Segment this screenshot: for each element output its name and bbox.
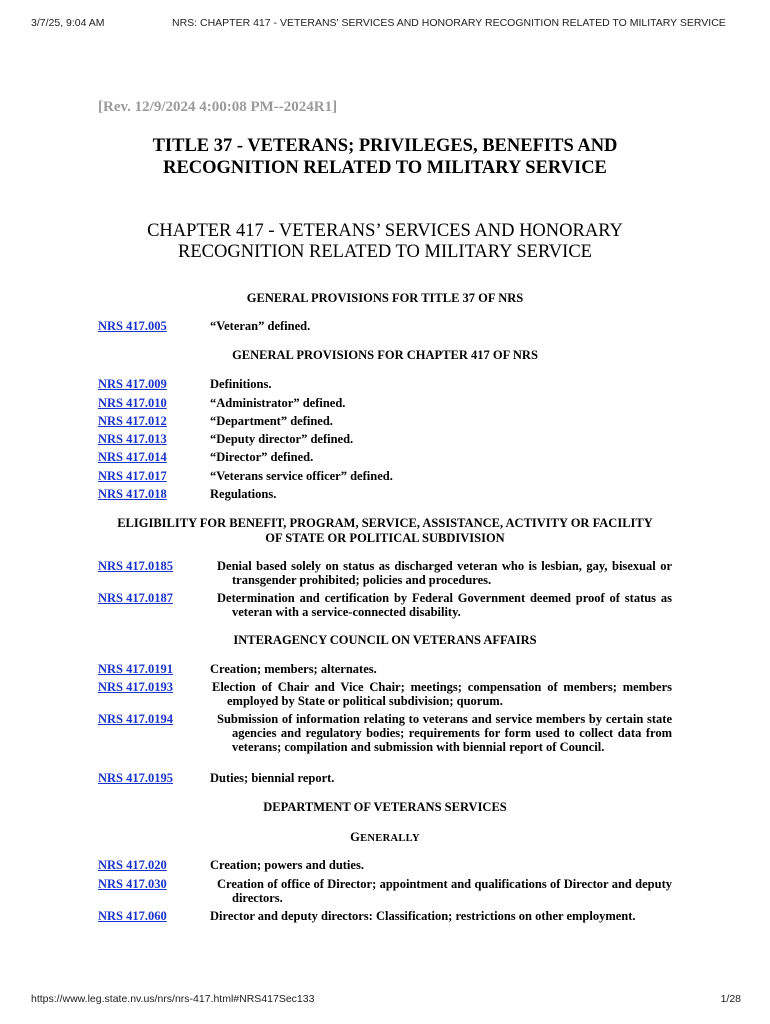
- toc-entry: [98, 432, 672, 446]
- section-description: Creation; members; alternates.: [210, 662, 377, 676]
- section-description: “Administrator” defined.: [210, 396, 346, 410]
- section-link[interactable]: NRS 417.005: [98, 319, 167, 333]
- section-link[interactable]: NRS 417.0185: [98, 559, 174, 573]
- toc-entry: [98, 858, 672, 872]
- section-description: Creation; powers and duties.: [210, 858, 364, 872]
- subheading-rest: ENERALLY: [360, 833, 420, 844]
- toc-entry: [98, 591, 672, 619]
- section-description: “Director” defined.: [210, 450, 314, 464]
- section-description: Regulations.: [210, 487, 277, 501]
- toc-entry: [98, 377, 672, 391]
- print-url: https://www.leg.state.nv.us/nrs/nrs-417.html#NRS417Sec133: [31, 993, 315, 1005]
- section-description: “Deputy director” defined.: [210, 432, 354, 446]
- section-description: Submission of information relating to veterans and service members by certain state agencies and regulatory bodies; requirements for form used to collect data from veterans; compilation and submission with biennial report of Council.: [217, 712, 672, 754]
- revision-note: [Rev. 12/9/2024 4:00:08 PM--2024R1]: [98, 99, 338, 115]
- section-link[interactable]: NRS 417.0191: [98, 662, 174, 676]
- section-link[interactable]: NRS 417.060: [98, 909, 167, 923]
- section-heading-interagency-council: INTERAGENCY COUNCIL ON VETERANS AFFAIRS: [233, 633, 537, 647]
- section-description: Director and deputy directors: Classification; restrictions on other employment.: [210, 909, 636, 923]
- print-date: 3/7/25, 9:04 AM: [31, 17, 105, 29]
- section-description: “Veteran” defined.: [210, 319, 311, 333]
- section-description: Election of Chair and Vice Chair; meetings; compensation of members; members employed by State or political subdivision; quorum.: [212, 680, 672, 708]
- toc-entry: [98, 414, 672, 428]
- section-link[interactable]: NRS 417.009: [98, 377, 167, 391]
- page-number: 1/28: [720, 993, 741, 1005]
- section-heading-general-title: GENERAL PROVISIONS FOR TITLE 37 OF NRS: [246, 291, 524, 305]
- section-heading-department: DEPARTMENT OF VETERANS SERVICES: [263, 800, 507, 814]
- subheading-initial: G: [350, 830, 361, 844]
- section-description: “Veterans service officer” defined.: [210, 469, 393, 483]
- chapter-line-1: CHAPTER 417 - VETERANS’ SERVICES AND HONORARY: [147, 221, 623, 241]
- toc-entry: [98, 450, 672, 464]
- toc-entry: [98, 559, 672, 587]
- subheading-generally: [98, 830, 672, 846]
- section-link[interactable]: NRS 417.018: [98, 487, 167, 501]
- toc-entry: [98, 396, 672, 410]
- browser-footer: [0, 993, 770, 1009]
- section-link[interactable]: NRS 417.017: [98, 469, 167, 483]
- section-link[interactable]: NRS 417.0193: [98, 680, 174, 694]
- section-description: Definitions.: [210, 377, 272, 391]
- heading-line-2: OF STATE OR POLITICAL SUBDIVISION: [265, 531, 505, 545]
- section-heading-general-chapter: GENERAL PROVISIONS FOR CHAPTER 417 OF NRS: [232, 348, 538, 362]
- browser-header: [0, 17, 770, 33]
- title-line-2: RECOGNITION RELATED TO MILITARY SERVICE: [163, 158, 607, 178]
- section-link[interactable]: NRS 417.013: [98, 432, 167, 446]
- title-heading: [60, 135, 710, 179]
- chapter-heading: [60, 221, 710, 263]
- section-link[interactable]: NRS 417.014: [98, 450, 167, 464]
- toc-entry: [98, 487, 672, 501]
- toc-entry: [98, 662, 672, 676]
- toc-entry: [98, 877, 672, 905]
- section-description: Determination and certification by Federal Government deemed proof of status as veteran with a service-connected disability.: [217, 591, 672, 619]
- section-link[interactable]: NRS 417.020: [98, 858, 167, 872]
- print-doc-title: NRS: CHAPTER 417 - VETERANS' SERVICES AND HONORARY RECOGNITION RELATED TO MILITARY SERVICE: [172, 17, 726, 29]
- section-heading-eligibility: [98, 516, 672, 546]
- section-link[interactable]: NRS 417.0187: [98, 591, 174, 605]
- section-description: Creation of office of Director; appointment and qualifications of Director and deputy directors.: [217, 877, 672, 905]
- toc-entry: [98, 712, 672, 754]
- section-link[interactable]: NRS 417.012: [98, 414, 167, 428]
- section-link[interactable]: NRS 417.0195: [98, 771, 174, 785]
- section-description: Duties; biennial report.: [210, 771, 335, 785]
- chapter-line-2: RECOGNITION RELATED TO MILITARY SERVICE: [178, 242, 592, 262]
- heading-line-1: ELIGIBILITY FOR BENEFIT, PROGRAM, SERVICE, ASSISTANCE, ACTIVITY OR FACILITY: [117, 516, 653, 530]
- toc-entry: [98, 319, 672, 333]
- title-line-1: TITLE 37 - VETERANS; PRIVILEGES, BENEFITS AND: [152, 136, 618, 156]
- toc-entry: [98, 469, 672, 483]
- toc-entry: [98, 771, 672, 785]
- section-link[interactable]: NRS 417.030: [98, 877, 167, 891]
- toc-entry: [98, 680, 672, 708]
- section-link[interactable]: NRS 417.010: [98, 396, 167, 410]
- toc-entry: [98, 909, 672, 923]
- section-description: Denial based solely on status as discharged veteran who is lesbian, gay, bisexual or transgender prohibited; policies and procedures.: [217, 559, 672, 587]
- section-description: “Department” defined.: [210, 414, 333, 428]
- section-link[interactable]: NRS 417.0194: [98, 712, 174, 726]
